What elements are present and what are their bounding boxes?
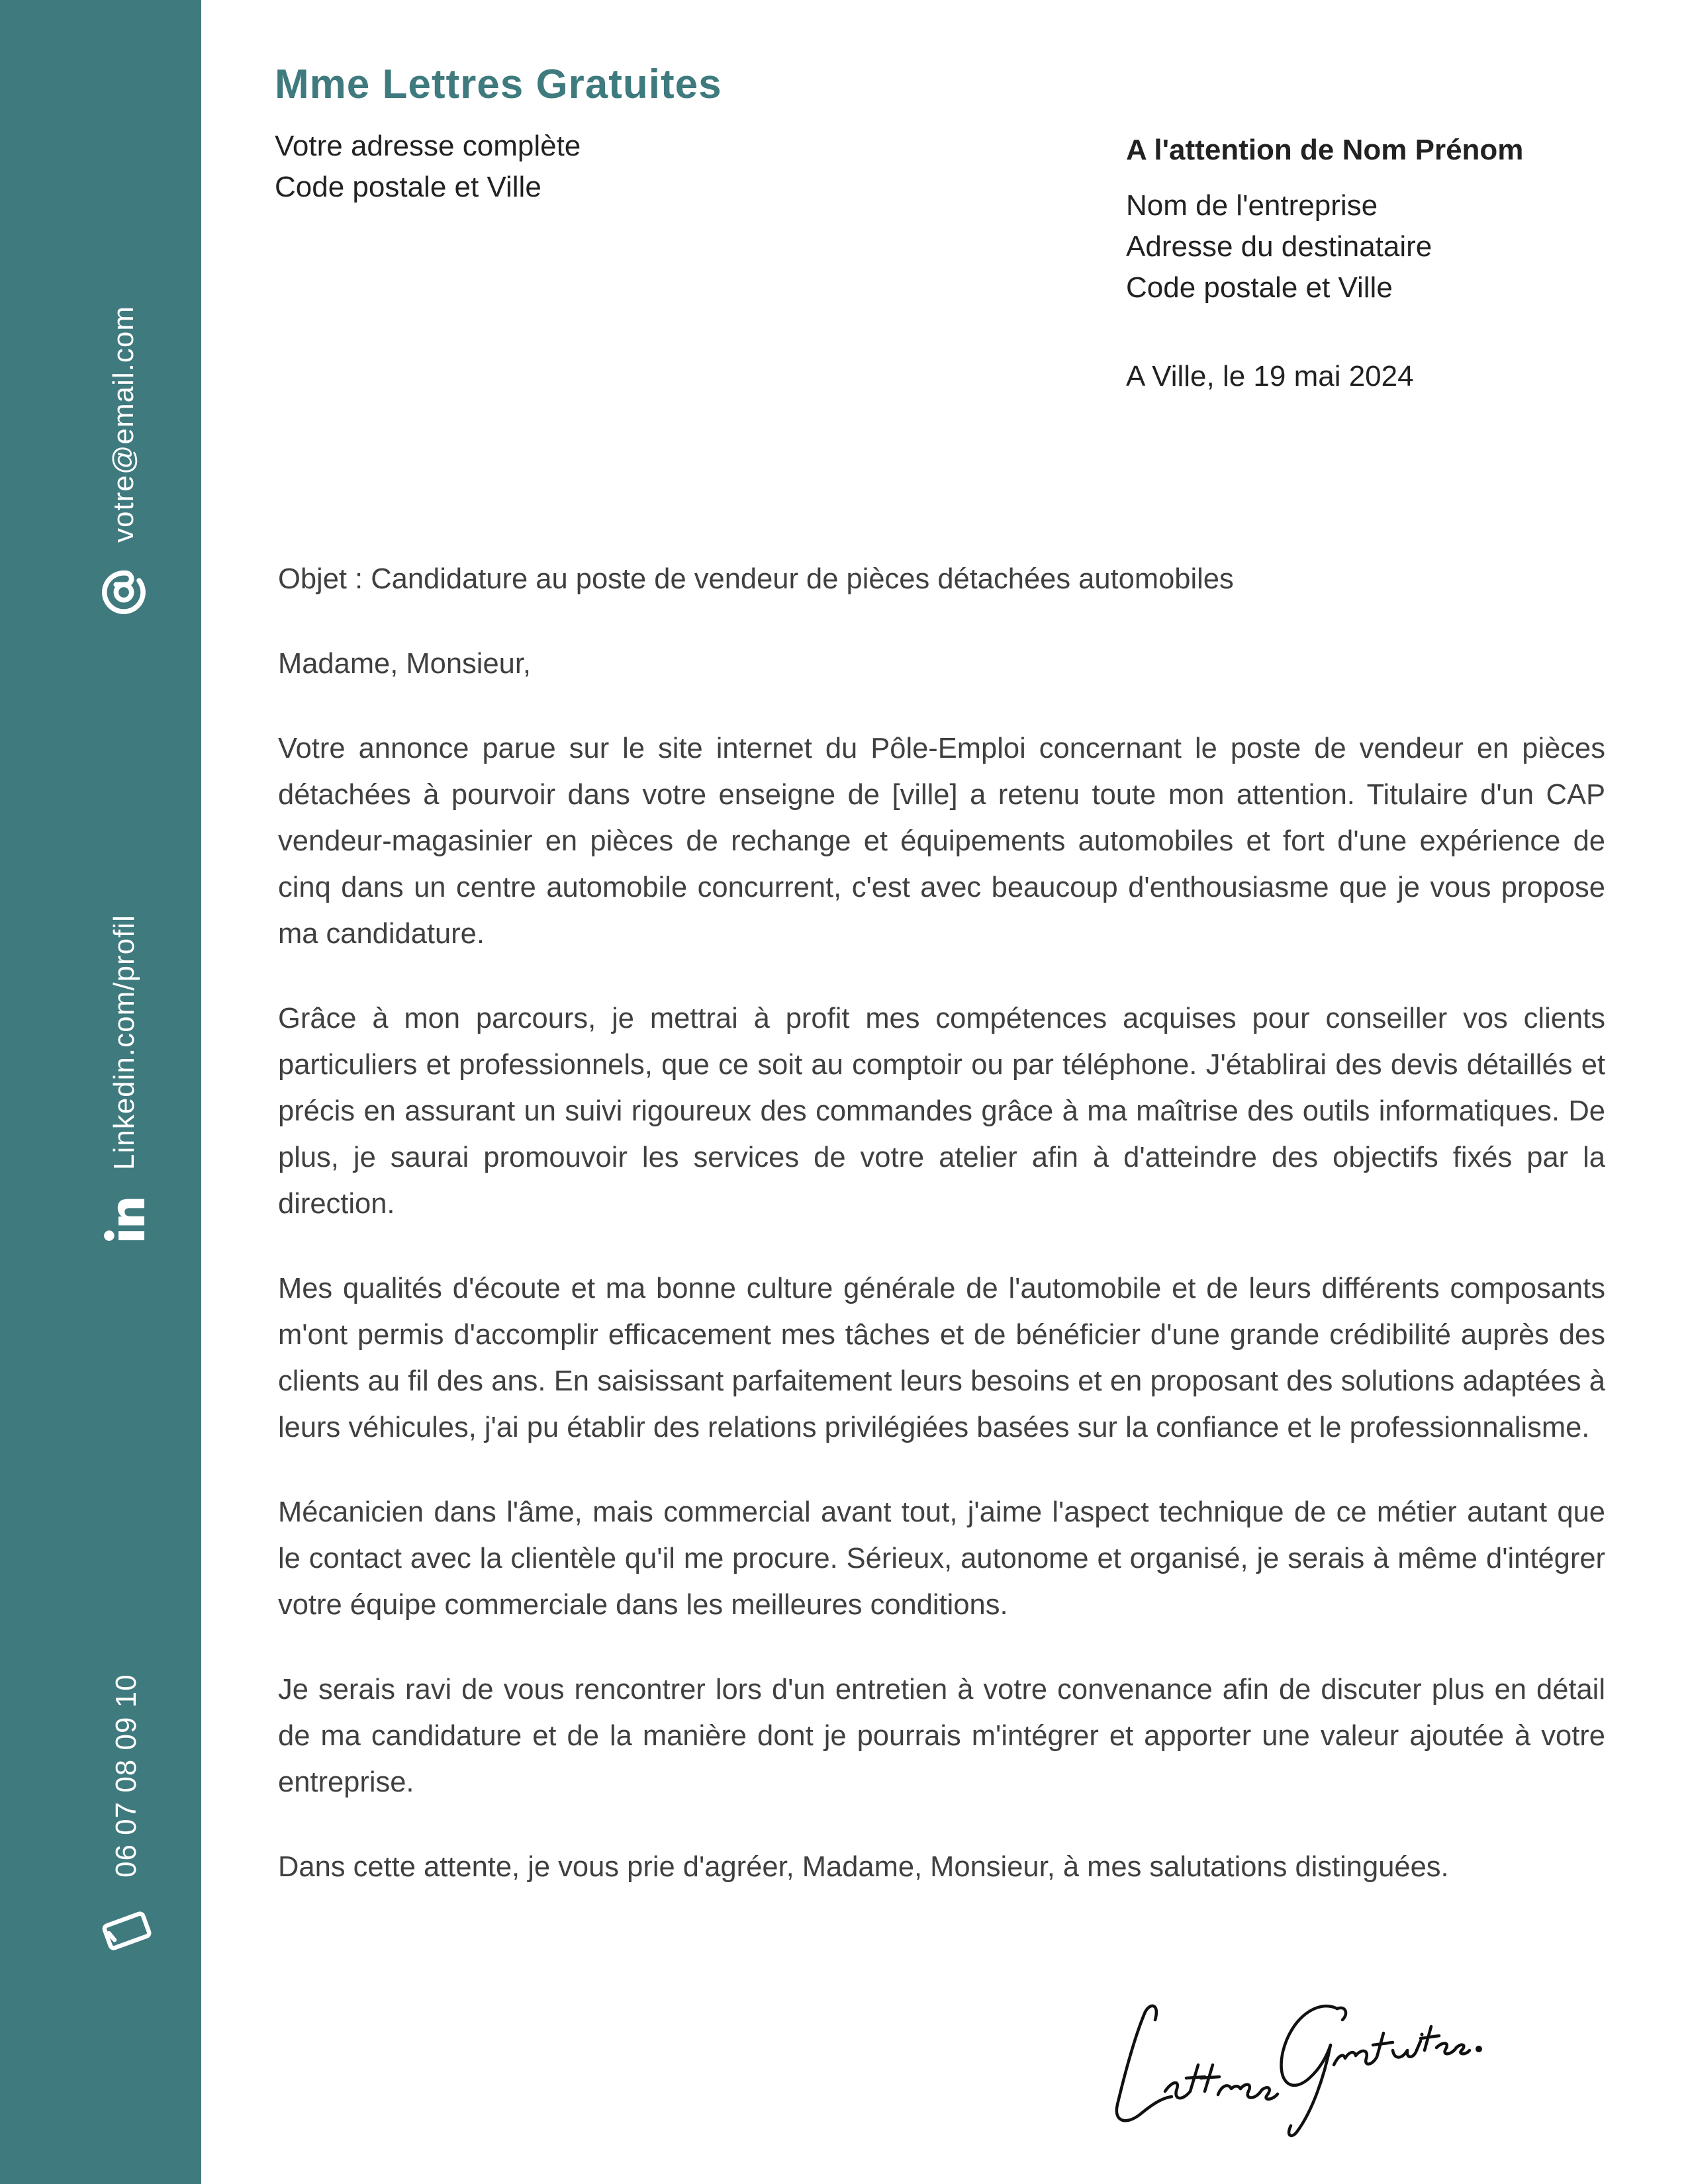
letter-paragraph: Mes qualités d'écoute et ma bonne culture générale de l'automobile et de leurs différents composants m'ont permis d'accomplir efficacement mes tâches et de bénéficier d'une grande crédibilité auprès des clients au fil des ans. En saisissant parfaitement leurs besoins et en proposant des solutions adaptées à leurs véhicules, j'ai pu établir des relations privilégiées basées sur la confiance et le professionnalisme. xyxy=(278,1273,1605,1443)
letter-paragraph: Grâce à mon parcours, je mettrai à profit mes compétences acquises pour conseiller vos clients particuliers et professionnels, que ce soit au comptoir ou par téléphone. J'établirai des devis détaillés et précis en assurant un suivi rigoureux des commandes grâce à ma maîtrise des outils informatiques. De plus, je saurai promouvoir les services de votre atelier afin à d'atteindre des objectifs fixés par la direction. xyxy=(278,1003,1605,1220)
letter-date: A Ville, le 19 mai 2024 xyxy=(1126,360,1414,392)
sidebar-email xyxy=(101,306,147,615)
letter-paragraph: Mécanicien dans l'âme, mais commercial avant tout, j'aime l'aspect technique de ce métier autant que le contact avec la clientèle qu'il me procure. Sérieux, autonome et organisé, je serais à même d'intégrer votre équipe commerciale dans les meilleures conditions. xyxy=(278,1496,1605,1621)
recipient-city: Code postale et Ville xyxy=(1126,271,1393,304)
sidebar-phone xyxy=(101,1674,152,1956)
mobile-phone-icon xyxy=(101,1904,152,1956)
linkedin-text[interactable]: Linkedin.com/profil xyxy=(108,915,140,1170)
phone-text[interactable]: 06 07 08 09 10 xyxy=(110,1674,142,1878)
letter-closing: Dans cette attente, je vous prie d'agréer, Madame, Monsieur, à mes salutations distinguées. xyxy=(278,1851,1449,1883)
at-sign-icon xyxy=(101,569,147,615)
letter-body xyxy=(278,556,1605,1929)
handwritten-signature xyxy=(1099,1972,1489,2144)
letter-paragraph: Je serais ravi de vous rencontrer lors d'un entretien à votre convenance afin de discuter plus en détail de ma candidature et de la manière dont je pourrais m'intégrer et apporter une valeur ajoutée à votre entreprise. xyxy=(278,1674,1605,1798)
sender-name: Mme Lettres Gratuites xyxy=(275,62,722,107)
recipient-company: Nom de l'entreprise xyxy=(1126,189,1378,222)
sender-city: Code postale et Ville xyxy=(275,171,541,203)
letter-paragraph: Votre annonce parue sur le site internet du Pôle-Emploi concernant le poste de vendeur en pièces détachées à pourvoir dans votre enseigne de [ville] a retenu toute mon attention. Titulaire d'un CAP vendeur-magasinier en pièces de rechange et équipements automobiles et fort d'une expérience de cinq dans un centre automobile concurrent, c'est avec beaucoup d'enthousiasme que je vous propose ma candidature. xyxy=(278,733,1605,950)
recipient-block xyxy=(1126,130,1523,397)
recipient-address: Adresse du destinataire xyxy=(1126,230,1432,263)
email-text[interactable]: votre@email.com xyxy=(107,306,140,543)
recipient-attention: A l'attention de Nom Prénom xyxy=(1126,134,1524,166)
sender-address-block xyxy=(275,126,581,208)
letter-subject: Objet : Candidature au poste de vendeur de pièces détachées automobiles xyxy=(278,563,1234,595)
sidebar-linkedin xyxy=(101,915,148,1244)
letter-salutation: Madame, Monsieur, xyxy=(278,648,532,680)
contact-sidebar xyxy=(0,0,201,2184)
sender-address: Votre adresse complète xyxy=(275,130,581,162)
linkedin-icon xyxy=(101,1197,148,1244)
